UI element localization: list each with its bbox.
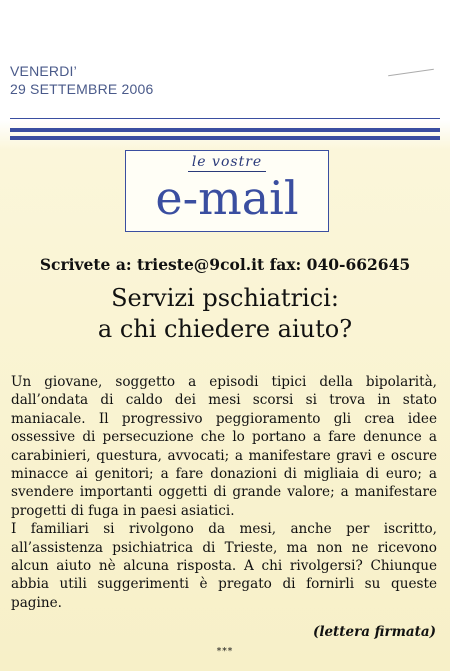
article-body xyxy=(11,373,437,612)
issue-day: VENERDI’ xyxy=(10,63,77,79)
article-headline xyxy=(0,283,450,345)
issue-date xyxy=(10,62,153,98)
contact-line: Scrivete a: trieste@9col.it fax: 040-662645 xyxy=(39,255,411,274)
section-logo-box xyxy=(125,150,329,232)
header-rule-thick-2 xyxy=(10,136,440,140)
headline-line-1: Servizi pschiatrici: xyxy=(111,284,339,312)
article-separator: *** xyxy=(216,647,234,657)
article-signature: (lettera firmata) xyxy=(312,624,436,640)
article-paragraph-2: I familiari si rivolgono da mesi, anche per iscritto, all’assistenza psichiatrica di Trieste, ma non ne ricevono alcun aiuto nè alcuna risposta. A chi rivolgersi? Chiunque abbia utili suggerimenti è pregato di fornirli su queste pagine. xyxy=(11,521,437,611)
section-kicker: le vostre xyxy=(191,154,263,170)
header-rule-thick-1 xyxy=(10,128,440,132)
article-paragraph-1: Un giovane, soggetto a episodi tipici della bipolarità, dall’ondata di caldo dei mesi scorsi si trova in stato maniacale. Il progressivo peggioramento gli crea idee ossessive di persecuzione che lo portano a fare denunce a carabinieri, questura, avvocati; a manifestare gravi e oscure minacce ai genitori; a fare donazioni di migliaia di euro; a svendere importanti oggetti di grande valore; a manifestare progetti di fuga in paesi asiatici. xyxy=(11,374,437,519)
issue-date-text: 29 SETTEMBRE 2006 xyxy=(10,81,154,97)
header-rule-thin xyxy=(10,118,440,119)
headline-line-2: a chi chiedere aiuto? xyxy=(97,315,353,343)
pen-mark xyxy=(388,69,434,76)
section-title: e-mail xyxy=(155,171,299,225)
